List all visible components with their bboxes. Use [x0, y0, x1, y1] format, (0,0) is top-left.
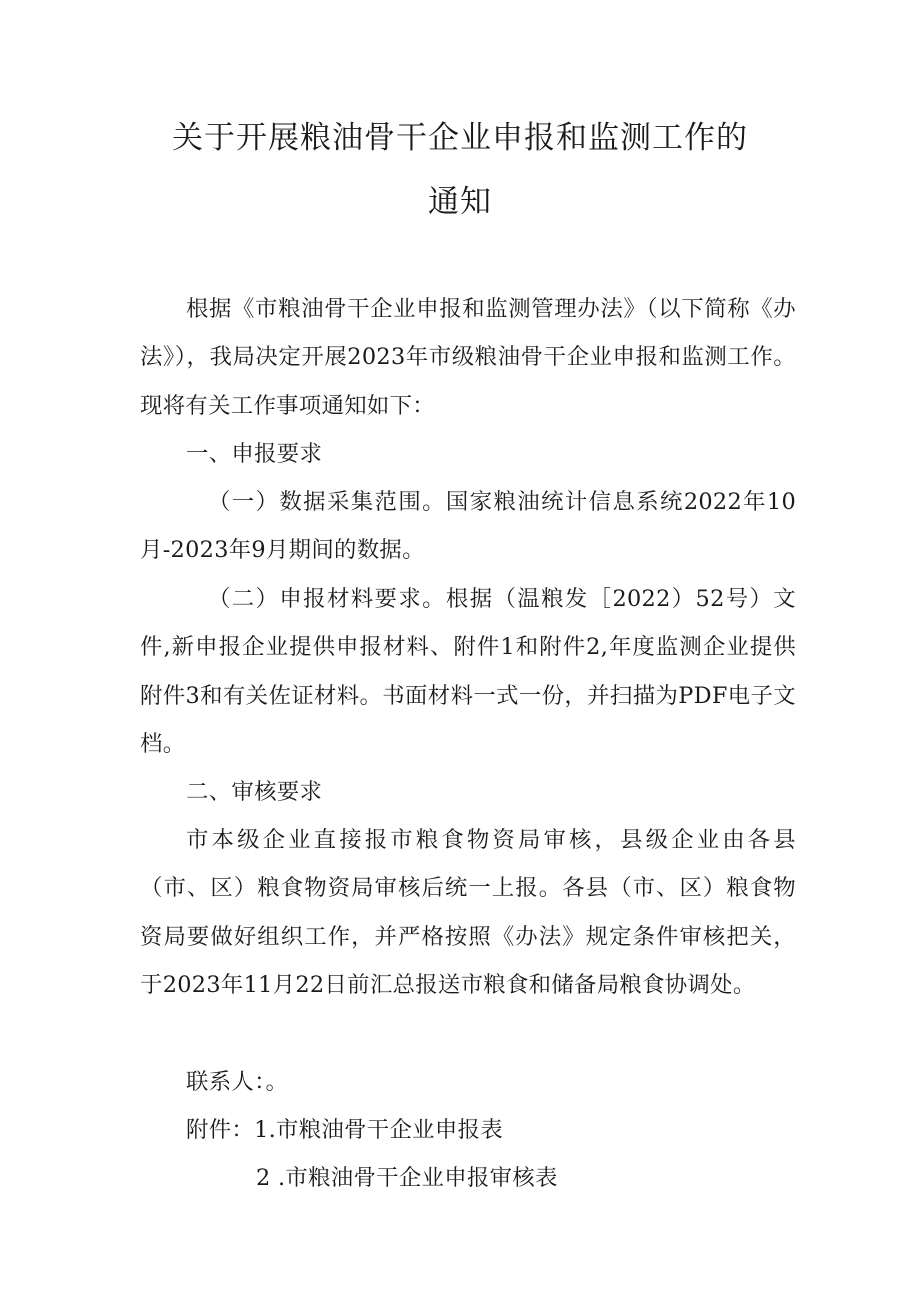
section-heading-1: 一、申报要求 [186, 441, 323, 467]
document-title-line-2: 通知 [428, 184, 492, 220]
intro-paragraph: 根据《市粮油骨干企业申报和监测管理办法》（以下简称《办法》），我局决定开展2023年市级粮油骨干企业申报和监测工作。现将有关工作事项通知如下： [140, 296, 796, 419]
contact-line: 联系人：。 [186, 1069, 289, 1095]
attachment-item-1: 附件：1.市粮油骨干企业申报表 [186, 1117, 503, 1143]
paragraph-data-scope: （一）数据采集范围。国家粮油统计信息系统2022年10月-2023年9月期间的数据。 [140, 489, 796, 564]
section-heading-2: 二、审核要求 [186, 779, 323, 805]
document-title-line-1: 关于开展粮油骨干企业申报和监测工作的 [172, 120, 748, 156]
paragraph-material-requirements: （二）申报材料要求。根据（温粮发［2022）52号）文件,新申报企业提供申报材料、附件1和附件2,年度监测企业提供附件3和有关佐证材料。书面材料一式一份，并扫描为PDF电子文档。 [140, 586, 796, 757]
paragraph-review-requirements: 市本级企业直接报市粮食物资局审核，县级企业由各县（市、区）粮食物资局审核后统一上报。各县（市、区）粮食物资局要做好组织工作，并严格按照《办法》规定条件审核把关，于2023年11月22日前汇总报送市粮食和储备局粮食协调处。 [140, 827, 796, 998]
attachment-item-2: 2 .市粮油骨干企业申报审核表 [256, 1165, 558, 1191]
